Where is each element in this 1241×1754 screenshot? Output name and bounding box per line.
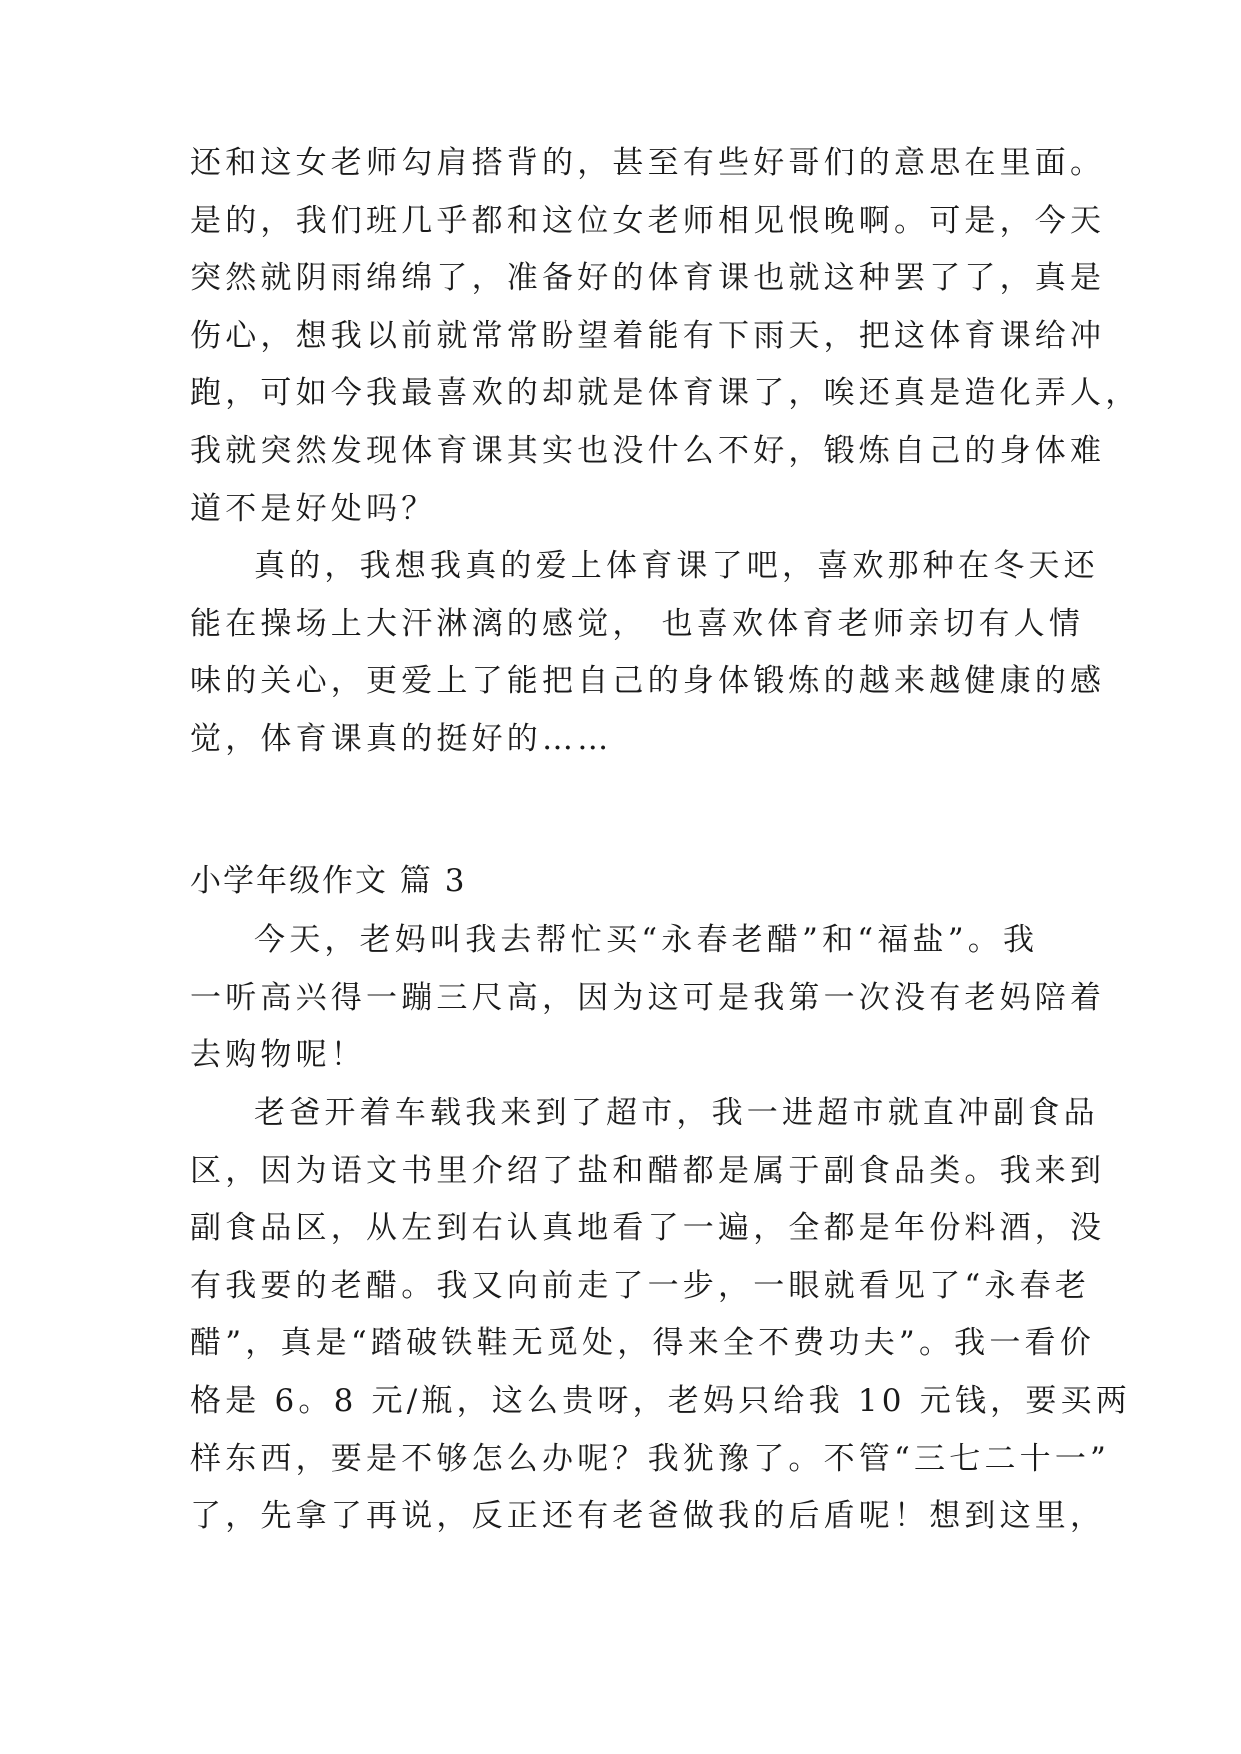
text-line: 醋”，真是“踏破铁鞋无觅处，得来全不费功夫”。我一看价 [190,1325,1095,1362]
text-line: 伤心，想我以前就常常盼望着能有下雨天，把这体育课给冲 [190,317,1106,354]
text-line: 老爸开着车载我来到了超市，我一进超市就直冲副食品 [254,1095,1099,1131]
text-line: 今天，老妈叫我去帮忙买“永春老醋”和“福盐”。我 [254,922,1039,958]
section2-paragraph1 [190,912,1106,1085]
text-line: 有我要的老醋。我又向前走了一步，一眼就看见了“永春老 [190,1267,1091,1304]
text-line: 味的关心，更爱上了能把自己的身体锻炼的越来越健康的感 [190,663,1106,700]
text-line: 真的，我想我真的爱上体育课了吧，喜欢那种在冬天还 [254,548,1099,584]
text-line: 觉，体育课真的挺好的…… [190,720,613,757]
text-line: 突然就阴雨绵绵了，准备好的体育课也就这种罢了了，真是 [190,260,1106,297]
section1-paragraph1 [190,135,1141,538]
text-line: 一听高兴得一蹦三尺高，因为这可是我第一次没有老妈陪着 [190,979,1106,1016]
text-line: 还和这女老师勾肩搭背的，甚至有些好哥们的意思在里面。 [190,145,1106,181]
text-line: 副食品区，从左到右认真地看了一遍，全都是年份料酒，没 [190,1210,1106,1247]
text-line: 了，先拿了再说，反正还有老爸做我的后盾呢！想到这里， [190,1498,1106,1535]
text-line: 区，因为语文书里介绍了盐和醋都是属于副食品类。我来到 [190,1152,1106,1189]
text-line: 道不是好处吗？ [190,490,437,527]
text-line: 格是 6。8 元/瓶，这么贵呀，老妈只给我 10 元钱，要买两 [190,1382,1131,1419]
text-line: 去购物呢！ [190,1037,366,1074]
text-line: 样东西，要是不够怎么办呢？我犹豫了。不管“三七二十一” [190,1440,1111,1477]
text-line: 我就突然发现体育课其实也没什么不好，锻炼自己的身体难 [190,432,1106,469]
section2-paragraph2 [190,1085,1131,1546]
section1-paragraph2 [190,538,1106,768]
text-line: 是的，我们班几乎都和这位女老师相见恨晚啊。可是，今天 [190,202,1106,239]
section-heading: 小学年级作文 篇 3 [190,863,467,899]
text-line: 能在操场上大汗淋漓的感觉， 也喜欢体育老师亲切有人情 [190,605,1085,642]
text-line: 跑，可如今我最喜欢的却就是体育课了，唉还真是造化弄人， [190,375,1141,412]
